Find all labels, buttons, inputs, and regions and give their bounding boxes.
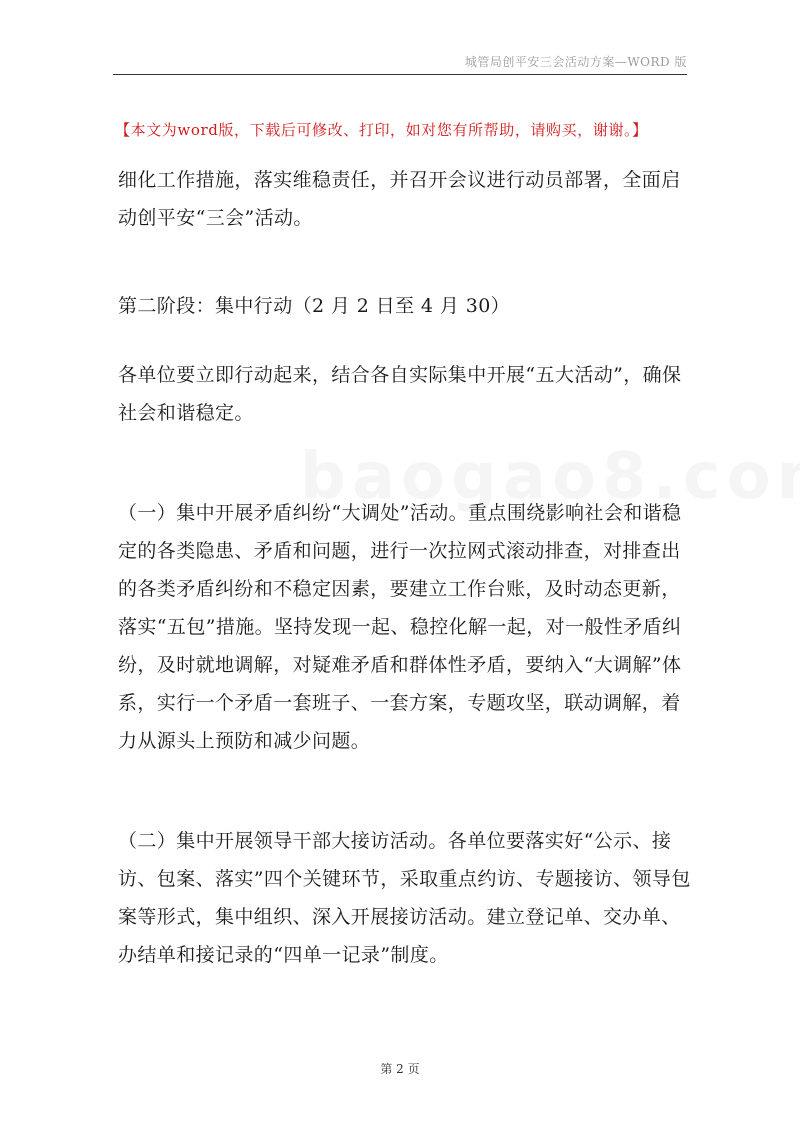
purchase-notice: 【本文为word版，下载后可修改、打印，如对您有所帮助，请购买，谢谢。】	[115, 121, 648, 139]
page-header-title: 城管局创平安三会活动方案—WORD 版	[464, 55, 687, 69]
paragraph-4: （一）集中开展矛盾纠纷“大调处”活动。重点围绕影响社会和谐稳定的各类隐患、矛盾和问题，进行一次拉网式滚动排查，对排查出的各类矛盾纠纷和不稳定因素，要建立工作台账，及时动态更新，落实“五包”措施。坚持发现一起、稳控化解一起，对一般性矛盾纠纷，及时就地调解，对疑难矛盾和群体性矛盾，要纳入“大调解”体系，实行一个矛盾一套班子、一套方案，专题攻坚，联动调解，着力从源头上预防和减少问题。	[118, 502, 682, 752]
paragraph-5: （二）集中开展领导干部大接访活动。各单位要落实好“公示、接访、包案、落实”四个关键环节，采取重点约访、专题接访、领导包案等形式，集中组织、深入开展接访活动。建立登记单、交办单、办结单和接记录的“四单一记录”制度。	[118, 830, 691, 966]
header-divider	[113, 74, 687, 75]
page-number: 第 2 页	[380, 1062, 420, 1076]
paragraph-3: 各单位要立即行动起来，结合各自实际集中开展“五大活动”，确保社会和谐稳定。	[118, 364, 682, 424]
paragraph-stage-heading: 第二阶段：集中行动（2 月 2 日至 4 月 30）	[118, 295, 511, 317]
paragraph-1: 细化工作措施，落实维稳责任，并召开会议进行动员部署，全面启动创平安“三会”活动。	[118, 169, 681, 229]
watermark	[300, 440, 800, 514]
